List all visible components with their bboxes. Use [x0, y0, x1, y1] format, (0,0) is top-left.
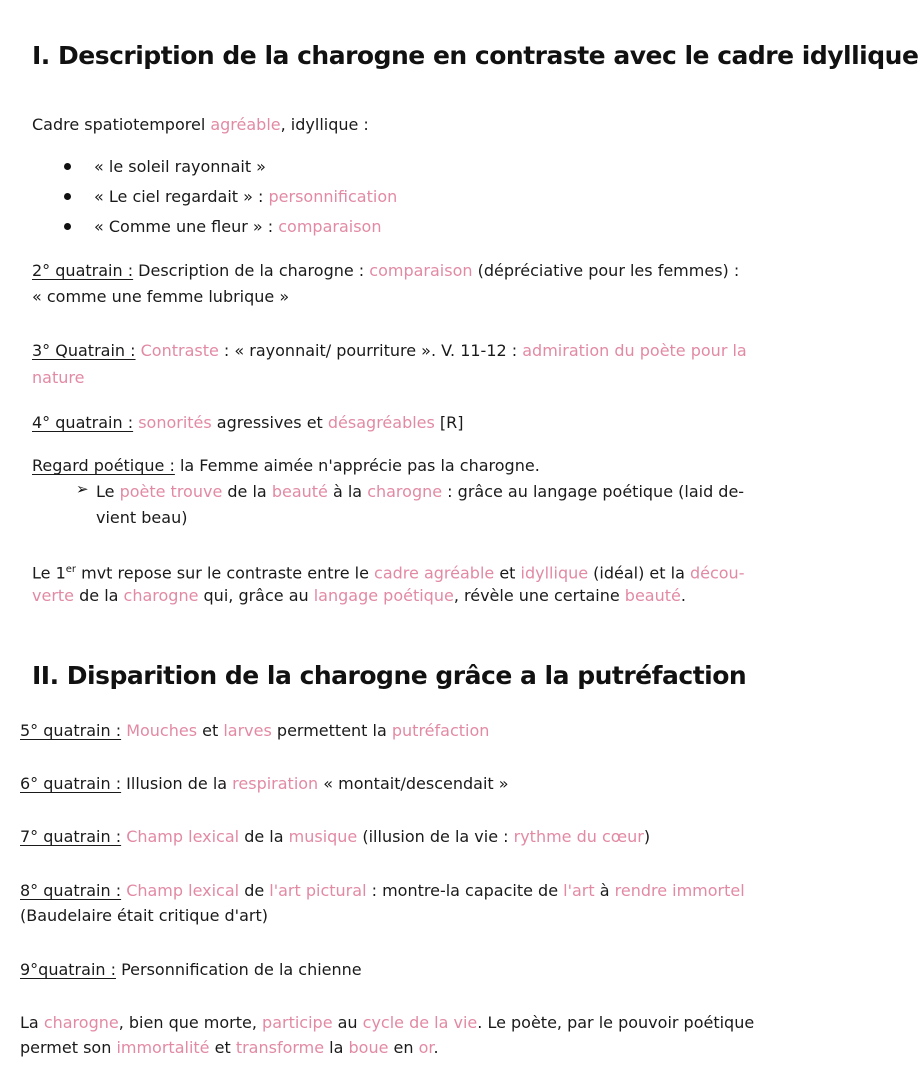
text: à	[594, 881, 615, 900]
text: (illusion de la vie :	[357, 827, 514, 846]
highlight: décou-	[689, 563, 745, 583]
quatrain-3	[32, 338, 747, 364]
text: et	[209, 1038, 236, 1057]
summary-2-cont	[20, 1035, 439, 1061]
text: Personnification de la chienne	[116, 960, 362, 979]
text: mvt repose sur le contraste entre le	[76, 563, 375, 583]
text: [R]	[434, 413, 464, 432]
highlight: charogne	[123, 586, 199, 605]
bullet-dot	[64, 193, 71, 200]
text: .	[433, 1038, 439, 1057]
text: « montait/descendait »	[318, 774, 509, 793]
highlight: agréable	[210, 115, 281, 134]
highlight: rythme du cœur	[513, 827, 644, 846]
highlight: or	[418, 1038, 434, 1057]
highlight: participe	[262, 1013, 333, 1032]
highlight: comparaison	[278, 217, 382, 236]
quatrain-label: 7° quatrain :	[20, 827, 122, 846]
highlight: Champ lexical	[126, 881, 240, 900]
highlight: larves	[223, 721, 272, 740]
bullet-dot	[64, 163, 71, 170]
highlight: immortalité	[116, 1038, 210, 1057]
text: agressives et	[211, 413, 328, 432]
quatrain-5	[20, 718, 489, 744]
highlight: cycle de la vie	[362, 1013, 478, 1032]
quatrain-label: 5° quatrain :	[20, 721, 122, 740]
text: permettent la	[271, 721, 392, 740]
arrow-bullet-icon: ➢	[76, 480, 89, 498]
highlight: charogne	[43, 1013, 119, 1032]
quatrain-8	[20, 878, 745, 904]
quatrain-7	[20, 824, 650, 850]
text: au	[332, 1013, 363, 1032]
text: et	[494, 563, 521, 583]
text: de	[239, 881, 270, 900]
regard-label: Regard poétique :	[32, 456, 175, 475]
quatrain-9	[20, 957, 362, 983]
quatrain-3-cont: nature	[32, 368, 85, 387]
quatrain-label: 4° quatrain :	[32, 413, 134, 432]
highlight: personnification	[268, 187, 398, 206]
quatrain-label: 9°quatrain :	[20, 960, 116, 979]
highlight: beauté	[271, 482, 328, 501]
text: : « rayonnait/ pourriture ». V. 11-12 :	[218, 341, 523, 360]
quatrain-label: 6° quatrain :	[20, 774, 122, 793]
highlight: Mouches	[126, 721, 198, 740]
highlight: charogne	[367, 482, 443, 501]
highlight: transforme	[235, 1038, 325, 1057]
text: de la	[239, 827, 289, 846]
highlight: rendre immortel	[614, 881, 745, 900]
highlight: langage poétique	[313, 586, 454, 605]
regard-detail	[96, 479, 744, 505]
text: et	[197, 721, 224, 740]
highlight: Contraste	[140, 341, 219, 360]
text: la Femme aimée n'apprécie pas la charogne.	[174, 456, 540, 475]
text: en	[388, 1038, 419, 1057]
text: « Comme une fleur » :	[94, 217, 279, 236]
highlight: Champ lexical	[126, 827, 240, 846]
text: , révèle une certaine	[453, 586, 625, 605]
quatrain-2	[32, 258, 739, 284]
text: Cadre spatiotemporel	[32, 115, 211, 134]
text: )	[643, 827, 651, 846]
regard-detail-cont: vient beau)	[96, 508, 188, 527]
highlight: admiration du poète pour la	[522, 341, 747, 360]
highlight: musique	[288, 827, 358, 846]
highlight: boue	[348, 1038, 389, 1057]
highlight: l'art pictural	[269, 881, 367, 900]
quatrain-label: 2° quatrain :	[32, 261, 134, 280]
quatrain-2-cont: « comme une femme lubrique »	[32, 287, 290, 306]
highlight: respiration	[232, 774, 319, 793]
highlight: idyllique	[520, 563, 589, 583]
quatrain-label: 8° quatrain :	[20, 881, 122, 900]
highlight: beauté	[624, 586, 681, 605]
text: , idyllique :	[280, 115, 369, 134]
text: Le 1	[32, 563, 66, 583]
text: : grâce au langage poétique (laid de-	[442, 482, 745, 501]
summary-2	[20, 1010, 754, 1036]
heading-section-1: I. Description de la charogne en contraste avec le cadre idyllique	[32, 41, 918, 70]
highlight: verte	[32, 586, 75, 605]
heading-section-2: II. Disparition de la charogne grâce a la putréfaction	[32, 661, 747, 690]
cadre-line	[32, 112, 369, 138]
bullet-item	[94, 154, 266, 180]
text: « le soleil rayonnait »	[94, 157, 266, 176]
bullet-item	[94, 214, 381, 240]
quatrain-4	[32, 410, 464, 436]
text: , bien que morte,	[118, 1013, 263, 1032]
highlight: cadre agréable	[374, 563, 495, 583]
text: permet son	[20, 1038, 117, 1057]
bullet-dot	[64, 223, 71, 230]
highlight: désagréables	[327, 413, 435, 432]
regard-poetique	[32, 453, 540, 479]
quatrain-label: 3° Quatrain :	[32, 341, 136, 360]
quatrain-6	[20, 771, 509, 797]
text: Le	[96, 482, 120, 501]
highlight: l'art	[563, 881, 595, 900]
text: La	[20, 1013, 44, 1032]
text: (dépréciative pour les femmes) :	[472, 261, 740, 280]
text: à la	[327, 482, 368, 501]
highlight: comparaison	[369, 261, 473, 280]
text: de la	[222, 482, 272, 501]
highlight: poète trouve	[119, 482, 223, 501]
text: de la	[74, 586, 124, 605]
text: : montre-la capacite de	[366, 881, 564, 900]
text: . Le poète, par le pouvoir poétique	[477, 1013, 755, 1032]
text: la	[324, 1038, 349, 1057]
quatrain-8-cont: (Baudelaire était critique d'art)	[20, 906, 268, 925]
text: .	[680, 586, 686, 605]
text: Illusion de la	[121, 774, 233, 793]
highlight: sonorités	[138, 413, 212, 432]
superscript: er	[65, 564, 77, 575]
text: qui, grâce au	[198, 586, 314, 605]
summary-1	[32, 557, 744, 586]
bullet-item	[94, 184, 397, 210]
summary-1-cont	[32, 583, 686, 609]
text: Description de la charogne :	[133, 261, 370, 280]
text: « Le ciel regardait » :	[94, 187, 269, 206]
highlight: putréfaction	[391, 721, 490, 740]
text: (idéal) et la	[588, 563, 690, 583]
